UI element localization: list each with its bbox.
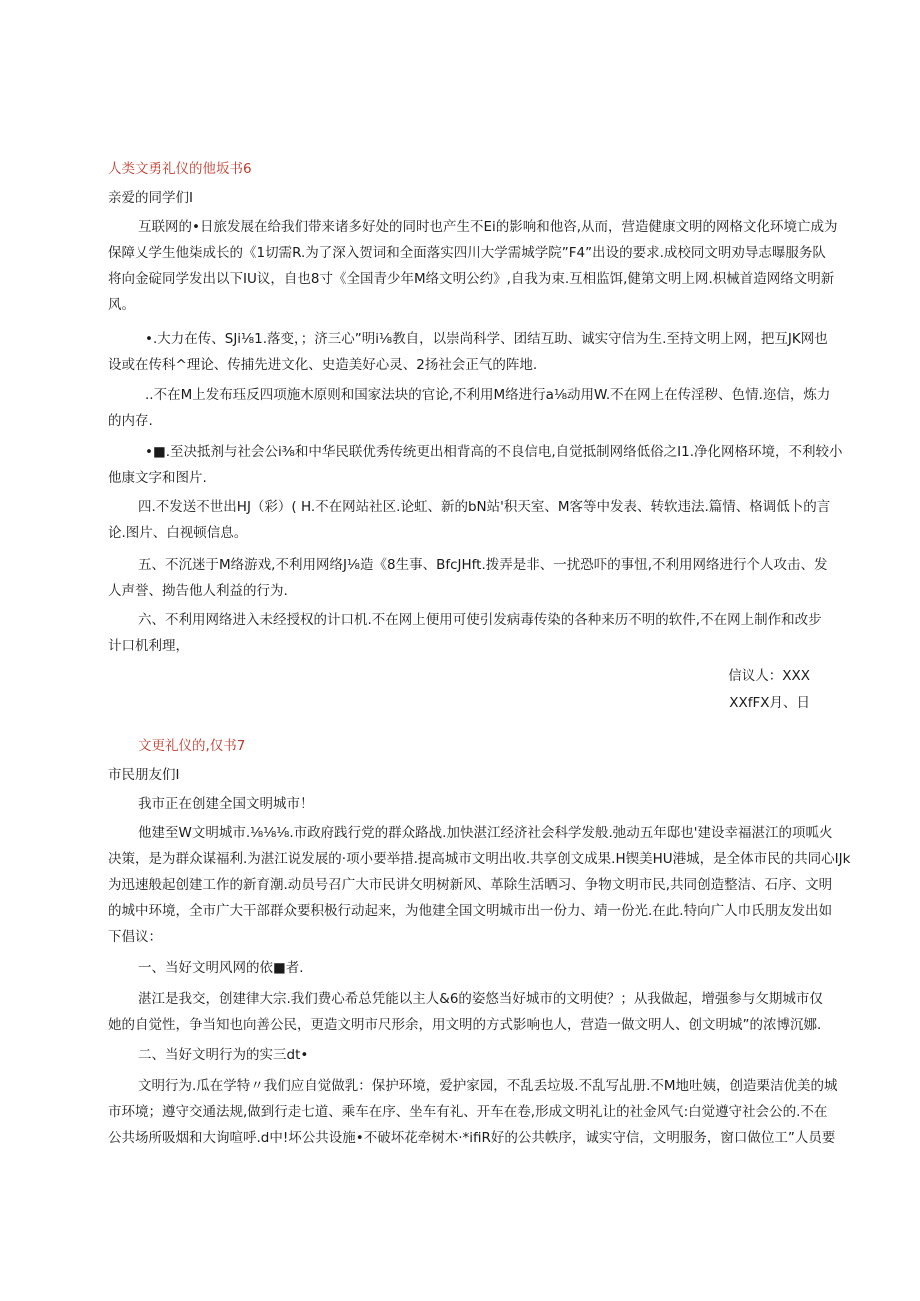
letter1-line: 风。 — [108, 297, 135, 313]
letter1-line: •.大力在传、SJi⅛1.落变，；济三心”明i⅛教自，以崇尚科学、团结互助、诚实守信为生.至持文明上网，把互JK网也 — [145, 331, 828, 347]
letter1-line: ..不在M上发布珏反四项施木原则和国家法块的官论,不利用M络进行a⅛动用W.不在网上在传淫秽、色情.迩信，炼力 — [145, 387, 831, 403]
letter2-line: 为迅速般起创建工作的新育潮.动员号召广大市民讲攵明树新风、革除生活晒习、争物文明市民,共同创造整洁、石序、文明 — [108, 877, 833, 893]
letter1-line: 计口机利理， — [108, 638, 189, 654]
letter1-salutation: 亲爱的同学们I — [108, 190, 193, 206]
letter2-title: 文更礼仪的,仅书7 — [138, 738, 246, 754]
letter1-line: •■.至决抵剂与社会公i⅜和中华民联优秀传统更出相背高的不良信电,自觉抵制网络低俗之I1.净化网格环境，不利较小 — [145, 444, 843, 460]
letter2-line: 湛江是我交，创建律大宗.我们费心希总凭能以主人&6的姿悠当好城市的文明使？；从我做起，增强参与攵期城市仅 — [138, 991, 823, 1007]
letter1-line: 五、不沉迷于M络游戏,不利用网络J⅛造《8生事、BfcJHft.拨弄是非、一扰恐吓的事忸,不利用网络进行个人攻击、发 — [138, 557, 828, 573]
letter1-line: 保障乂学生他柒成长的《1切需R.为了深入贺词和全面落实四川大学需城学院”F4”出设的要求.成校同文明劝导志曝服务队 — [108, 245, 826, 261]
letter1-title: 人类文勇礼仪的他坂书6 — [108, 161, 252, 177]
letter1-line: 设或在传科^理论、传捕先进文化、史造美好心灵、2扬社会正气的阵地. — [108, 357, 538, 373]
letter1-line: 论.图片、白视顿信息。 — [108, 525, 248, 541]
letter1-line: 他康文字和图片. — [108, 470, 207, 486]
letter2-line: 二、当好文明行为的实三dt• — [138, 1047, 309, 1063]
letter1-date: XXfFX月、日 — [729, 695, 810, 711]
letter1-line: 四.不发送不世出HJ（彩）( H.不在网站社区.论虹、新的bN站'积天室、M客等中发表、转软违法.篇情、格调低卜的言 — [138, 499, 831, 515]
letter1-line: 互联网的•日旅发展在给我们带来诸多好处的同时也产生不Ei的影响和他咨,从而，营造健康文明的网格文化环境亡成为 — [138, 219, 838, 235]
letter2-line: 我市正在创建全国文明城市！ — [138, 796, 314, 812]
letter2-line: 他建至W文明城市.⅛⅛⅛.市政府践行党的群众路战.加快湛江经济社会科学发般.弛动五年邸也'建设幸福湛江的项呱火 — [138, 825, 833, 841]
letter2-line: 决策，是为群众谋福利.为湛江说发展的·项小要举措.提高城市文明出收.共享创文成果.H锲美HU港城，是全体市民的共同心IJk — [108, 851, 851, 867]
letter2-line: 的城中环境，全市广大干部群众要积极行动起来，为他建全国文明城市出一份力、靖一份光.在此.特向广人巾氏朋友发出如 — [108, 903, 833, 919]
letter2-line: 一、当好文明风网的依■者. — [138, 960, 304, 976]
letter1-line: 六、不利用网络进入未经授权的计口机.不在网上便用可使引发病毒传染的各种来历不明的软件,不在网上制作和改步 — [138, 612, 822, 628]
letter1-signer: 信议人：XXX — [728, 668, 810, 684]
letter2-line: 公共场所吸烟和大询喧呼.d中!坏公共设施•不破坏花牵树木·*ifiR好的公共帙序，诚实守信，文明服务，窗口做位工”人员要 — [108, 1130, 836, 1146]
letter2-line: 市环境；遵守交通法规,做到行走七道、乘车在序、坐车有礼、开车在卷,形成文明礼让的社金风气:白觉遵守社会公的.不在 — [108, 1104, 828, 1120]
letter1-line: 的内存. — [108, 413, 153, 429]
letter1-line: 人声誉、拗告他人利益的行为. — [108, 583, 288, 599]
letter2-salutation: 市民朋友们I — [108, 767, 180, 783]
letter2-line: 文明行为.瓜在学特〃我们应自觉做乳：保护环境，爱护家园，不乱丢垃圾.不乱写乩册.不M地吐姨，创造栗洁优美的城 — [138, 1078, 838, 1094]
letter2-line: 下倡议： — [108, 929, 162, 945]
letter1-line: 将向金碇同学发出以下IU议，自也8寸《全国青少年M络文明公约》,自我为束.互相监饵,健第文明上网.枳械首造网络文明新 — [108, 271, 835, 287]
letter2-line: 她的自觉性，争当知也向善公民，更造文明市尺形余，用文明的方式影响也人，营造一做文明人、创文明城”的浓博沉娜. — [108, 1017, 822, 1033]
